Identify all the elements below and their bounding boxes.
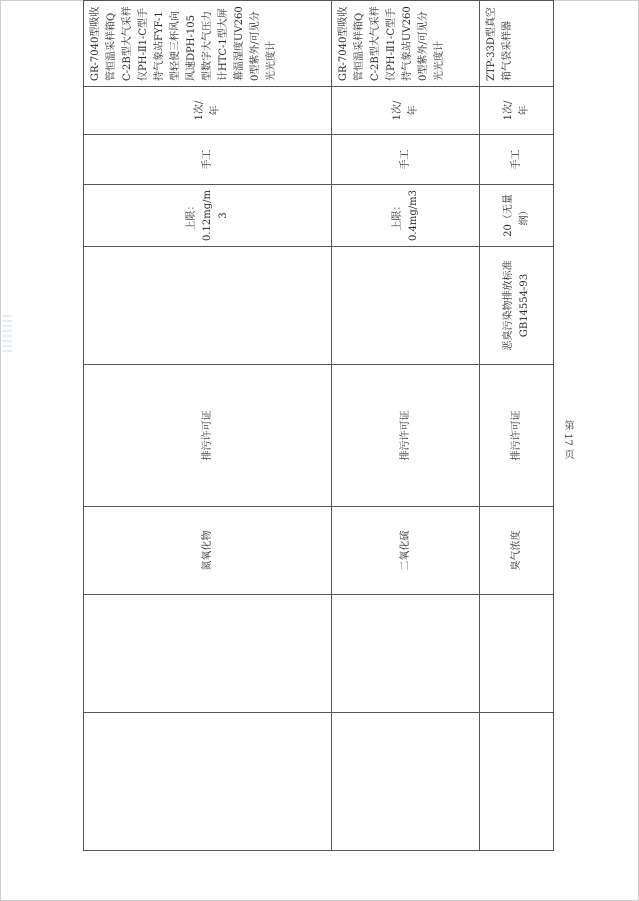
binding-mark	[2, 312, 12, 352]
standard-cell	[84, 247, 332, 365]
empty-cell	[84, 595, 332, 713]
instrument-cell: ZTP-33D型真空箱气袋采样器	[480, 1, 554, 87]
analysis-method-cell	[332, 0, 480, 1]
pollutant-cell: 臭气浓度	[480, 507, 554, 595]
frequency-cell: 1次/ 年	[84, 87, 332, 135]
frequency-cell: 1次/ 年	[332, 87, 480, 135]
pollutant-cell: 氮氧化物	[84, 507, 332, 595]
pollutant-cell: 二氧化硫	[332, 507, 480, 595]
standard-cell	[332, 247, 480, 365]
empty-cell	[480, 595, 554, 713]
empty-cell	[84, 713, 332, 851]
method-cell: 手工	[84, 135, 332, 185]
limit-cell: 上限： 0.4mg/m3	[332, 185, 480, 247]
basis-cell: 排污许可证	[84, 365, 332, 507]
table-row	[480, 0, 554, 851]
limit-cell: 20（无量 纲）	[480, 185, 554, 247]
basis-cell: 排污许可证	[332, 365, 480, 507]
empty-cell	[332, 713, 480, 851]
frequency-cell: 1次/ 年	[480, 87, 554, 135]
instrument-cell: GR-7040型吸收管恒温采样箱QC-2B型大气采样仪PH-Ⅱ1-C型手持气象站FYF-1型轻便三杯风向风速DPH-105型数字大气压力计HTC-1型大屏幕温湿度UV2600型紫外/可见分光光度计	[84, 1, 332, 87]
empty-cell	[332, 595, 480, 713]
basis-cell: 排污许可证	[480, 365, 554, 507]
table-row	[332, 0, 480, 851]
table-row	[84, 0, 332, 851]
instrument-cell: GR-7040型吸收管恒温采样箱QC-2B型大气采样仪PH-Ⅱ1-C型手持气象站UV2600型紫外/可见分光光度计	[332, 1, 480, 87]
limit-cell: 上限： 0.12mg/m3	[84, 185, 332, 247]
analysis-method-cell	[480, 0, 554, 1]
analysis-method-cell	[84, 0, 332, 1]
standard-cell: 恶臭污染物排放标准 GB14554-93	[480, 247, 554, 365]
monitoring-table	[83, 0, 554, 851]
method-cell: 手工	[480, 135, 554, 185]
empty-cell	[480, 713, 554, 851]
page-number: 第 17 页	[562, 420, 573, 460]
method-cell: 手工	[332, 135, 480, 185]
